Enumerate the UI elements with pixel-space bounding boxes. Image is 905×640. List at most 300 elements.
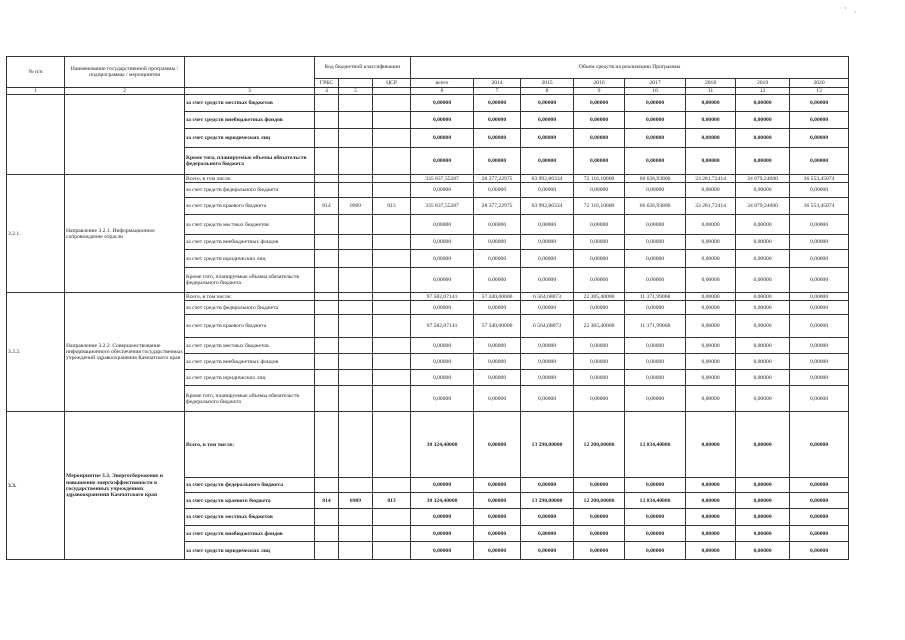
- amount-cell: 0,00000: [474, 268, 521, 293]
- amount-cell: 0,00000: [686, 478, 736, 493]
- funding-source: за счет средств внебюджетных фондов: [185, 526, 315, 542]
- funding-source: за счет средств юридических лиц: [185, 542, 315, 560]
- amount-cell: 0,00000: [574, 301, 625, 315]
- measure-name: Направление 3.2.1. Информационное сопровождение отрасли: [65, 175, 185, 293]
- table-row: [7, 175, 849, 183]
- amount-cell: 0,00000: [790, 542, 849, 560]
- amount-cell: 38 324,40000: [411, 412, 474, 478]
- amount-cell: 0,00000: [686, 112, 736, 129]
- amount-cell: 0,00000: [411, 370, 474, 386]
- csr-code: [373, 112, 411, 129]
- grbs-code: [315, 412, 339, 478]
- amount-cell: 0,00000: [574, 250, 625, 268]
- csr-code: [373, 478, 411, 493]
- amount-cell: 0,00000: [521, 370, 574, 386]
- amount-cell: 0,00000: [736, 112, 790, 129]
- amount-cell: 0,00000: [474, 95, 521, 112]
- amount-cell: 0,00000: [790, 293, 849, 301]
- amount-cell: 0,00000: [790, 112, 849, 129]
- amount-cell: 0,00000: [736, 301, 790, 315]
- amount-cell: 0,00000: [521, 235, 574, 250]
- amount-cell: 0,00000: [521, 386, 574, 412]
- table-row: [7, 95, 849, 112]
- header-col-source: [185, 57, 315, 88]
- amount-cell: 0,00000: [790, 268, 849, 293]
- amount-cell: 0,00000: [625, 354, 686, 370]
- amount-cell: 0,00000: [474, 478, 521, 493]
- grbs-code: [315, 293, 339, 301]
- amount-cell: 0,00000: [521, 509, 574, 526]
- amount-cell: 11 371,99068: [625, 293, 686, 301]
- amount-cell: 0,00000: [574, 268, 625, 293]
- amount-cell: 0,00000: [790, 148, 849, 175]
- header-year: 2020: [790, 79, 849, 88]
- header-year: 2015: [521, 79, 574, 88]
- measure-name: [65, 95, 185, 175]
- amount-cell: 0,00000: [411, 250, 474, 268]
- csr-code: [373, 148, 411, 175]
- amount-cell: 0,00000: [686, 250, 736, 268]
- grbs-code: [315, 315, 339, 338]
- funding-source: за счет средств местных бюджетов: [185, 215, 315, 235]
- column-number: [373, 88, 411, 95]
- amount-cell: 0,00000: [574, 509, 625, 526]
- amount-cell: 0,00000: [736, 493, 790, 509]
- amount-cell: 0,00000: [625, 301, 686, 315]
- column-number: 5: [339, 88, 373, 95]
- amount-cell: 0,00000: [474, 354, 521, 370]
- amount-cell: 0,00000: [736, 250, 790, 268]
- amount-cell: 0,00000: [790, 301, 849, 315]
- grbs-code: [315, 526, 339, 542]
- column-number: 2: [65, 88, 185, 95]
- amount-cell: 0,00000: [790, 493, 849, 509]
- amount-cell: 0,00000: [574, 478, 625, 493]
- amount-cell: 0,00000: [574, 354, 625, 370]
- row-number: 3.3.: [7, 412, 65, 560]
- funding-source: Всего, в том числе:: [185, 175, 315, 183]
- amount-cell: 0,00000: [474, 235, 521, 250]
- amount-cell: 0,00000: [574, 526, 625, 542]
- rz-code: [339, 235, 373, 250]
- amount-cell: 0,00000: [411, 386, 474, 412]
- grbs-code: [315, 338, 339, 354]
- amount-cell: 0,00000: [474, 301, 521, 315]
- scan-dot: ·: [854, 8, 857, 17]
- amount-cell: 0,00000: [625, 526, 686, 542]
- amount-cell: 0,00000: [686, 315, 736, 338]
- rz-code: 0909: [339, 493, 373, 509]
- amount-cell: 57 340,00000: [474, 315, 521, 338]
- amount-cell: 0,00000: [574, 112, 625, 129]
- funding-source: Кроме того, планируемые объемы обязательств федерального бюджета: [185, 148, 315, 175]
- amount-cell: 97 582,07141: [411, 293, 474, 301]
- funding-source: за счет средств внебюджетных фондов: [185, 354, 315, 370]
- amount-cell: 0,00000: [686, 542, 736, 560]
- grbs-code: [315, 95, 339, 112]
- header-year: всего: [411, 79, 474, 88]
- header-col-name: Наименование государственной программы / подпрограммы / мероприятия: [65, 57, 185, 88]
- rz-code: [339, 370, 373, 386]
- csr-code: [373, 183, 411, 198]
- header-year: 2019: [736, 79, 790, 88]
- rz-code: [339, 129, 373, 148]
- amount-cell: 36 553,45074: [790, 175, 849, 183]
- amount-cell: 22 305,40000: [574, 315, 625, 338]
- amount-cell: 0,00000: [521, 338, 574, 354]
- amount-cell: 12 834,40000: [625, 493, 686, 509]
- amount-cell: 0,00000: [790, 478, 849, 493]
- funding-source: за счет средств федерального бюджета: [185, 183, 315, 198]
- column-number: 11: [686, 88, 736, 95]
- amount-cell: 0,00000: [686, 268, 736, 293]
- csr-code: [373, 129, 411, 148]
- amount-cell: 0,00000: [790, 370, 849, 386]
- amount-cell: 0,00000: [521, 354, 574, 370]
- column-number: 3: [185, 88, 315, 95]
- amount-cell: 0,00000: [411, 478, 474, 493]
- amount-cell: 0,00000: [474, 493, 521, 509]
- grbs-code: [315, 175, 339, 183]
- amount-cell: 0,00000: [411, 542, 474, 560]
- amount-cell: 0,00000: [736, 215, 790, 235]
- amount-cell: 0,00000: [474, 542, 521, 560]
- funding-source: Всего, в том числе:: [185, 412, 315, 478]
- funding-source: за счет средств местных бюджетов: [185, 95, 315, 112]
- amount-cell: 13 290,00000: [521, 412, 574, 478]
- amount-cell: 0,00000: [521, 129, 574, 148]
- column-number: 12: [736, 88, 790, 95]
- amount-cell: 0,00000: [790, 235, 849, 250]
- amount-cell: 0,00000: [625, 386, 686, 412]
- amount-cell: 335 837,55287: [411, 198, 474, 215]
- amount-cell: 0,00000: [736, 386, 790, 412]
- amount-cell: 0,00000: [686, 293, 736, 301]
- amount-cell: 0,00000: [686, 526, 736, 542]
- funding-source: Кроме того, планируемые объемы обязательств федерального бюджета: [185, 268, 315, 293]
- amount-cell: 0,00000: [790, 183, 849, 198]
- amount-cell: 0,00000: [790, 338, 849, 354]
- amount-cell: 0,00000: [411, 509, 474, 526]
- scan-dot: ·: [844, 4, 847, 13]
- grbs-code: [315, 386, 339, 412]
- csr-code: [373, 215, 411, 235]
- column-number: 6: [411, 88, 474, 95]
- funding-source: за счет средств внебюджетных фондов: [185, 235, 315, 250]
- amount-cell: 38 324,40000: [411, 493, 474, 509]
- csr-code: [373, 526, 411, 542]
- rz-code: [339, 301, 373, 315]
- grbs-code: [315, 370, 339, 386]
- rz-code: [339, 509, 373, 526]
- grbs-code: [315, 354, 339, 370]
- amount-cell: 12 834,40000: [625, 412, 686, 478]
- header-csr: ЦСР: [373, 79, 411, 88]
- amount-cell: 22 305,40000: [574, 293, 625, 301]
- header-row: [7, 57, 849, 79]
- amount-cell: 0,00000: [411, 215, 474, 235]
- rz-code: [339, 95, 373, 112]
- csr-code: [373, 354, 411, 370]
- funding-source: за счет средств федерального бюджета: [185, 478, 315, 493]
- amount-cell: 0,00000: [625, 148, 686, 175]
- amount-cell: 12 200,00000: [574, 493, 625, 509]
- csr-code: [373, 250, 411, 268]
- row-number: [7, 95, 65, 175]
- amount-cell: 0,00000: [411, 268, 474, 293]
- rz-code: [339, 315, 373, 338]
- amount-cell: 57 340,00000: [474, 293, 521, 301]
- amount-cell: 72 116,10000: [574, 175, 625, 183]
- amount-cell: 0,00000: [790, 386, 849, 412]
- csr-code: [373, 542, 411, 560]
- amount-cell: 0,00000: [625, 509, 686, 526]
- amount-cell: 0,00000: [625, 338, 686, 354]
- amount-cell: 6 564,68073: [521, 293, 574, 301]
- amount-cell: 0,00000: [686, 338, 736, 354]
- amount-cell: 0,00000: [411, 354, 474, 370]
- amount-cell: 66 636,93800: [625, 175, 686, 183]
- row-number: 3.2.2.: [7, 293, 65, 412]
- amount-cell: 97 582,07141: [411, 315, 474, 338]
- amount-cell: 0,00000: [474, 250, 521, 268]
- amount-cell: 0,00000: [474, 526, 521, 542]
- amount-cell: 0,00000: [474, 148, 521, 175]
- grbs-code: [315, 215, 339, 235]
- amount-cell: 0,00000: [790, 315, 849, 338]
- column-number: 8: [521, 88, 574, 95]
- funding-source: за счет средств юридических лиц: [185, 370, 315, 386]
- amount-cell: 0,00000: [625, 183, 686, 198]
- amount-cell: 0,00000: [686, 301, 736, 315]
- amount-cell: 0,00000: [574, 215, 625, 235]
- amount-cell: 0,00000: [625, 370, 686, 386]
- rz-code: [339, 542, 373, 560]
- rz-code: [339, 268, 373, 293]
- header-year: 2014: [474, 79, 521, 88]
- amount-cell: 12 200,00000: [574, 412, 625, 478]
- amount-cell: 0,00000: [736, 129, 790, 148]
- amount-cell: 33 281,72414: [686, 198, 736, 215]
- amount-cell: 0,00000: [574, 235, 625, 250]
- csr-code: [373, 315, 411, 338]
- amount-cell: 66 636,93800: [625, 198, 686, 215]
- csr-code: [373, 175, 411, 183]
- column-number: 13: [790, 88, 849, 95]
- amount-cell: 0,00000: [790, 129, 849, 148]
- funding-source: Кроме того, планируемые объемы обязательств федерального бюджета: [185, 386, 315, 412]
- rz-code: [339, 526, 373, 542]
- amount-cell: 0,00000: [411, 526, 474, 542]
- grbs-code: [315, 235, 339, 250]
- amount-cell: 0,00000: [474, 370, 521, 386]
- measure-name: Направление 3.2.2. Совершенствование информационного обеспечения государственных учреждений здравоохранения Камчатского края: [65, 293, 185, 412]
- amount-cell: 34 879,24600: [736, 175, 790, 183]
- amount-cell: 72 116,10000: [574, 198, 625, 215]
- csr-code: [373, 301, 411, 315]
- amount-cell: 13 290,00000: [521, 493, 574, 509]
- amount-cell: 0,00000: [686, 215, 736, 235]
- funding-source: за счет средств краевого бюджета: [185, 315, 315, 338]
- amount-cell: 0,00000: [736, 183, 790, 198]
- amount-cell: 6 564,68073: [521, 315, 574, 338]
- amount-cell: 0,00000: [625, 478, 686, 493]
- rz-code: [339, 183, 373, 198]
- amount-cell: 0,00000: [686, 386, 736, 412]
- rz-code: [339, 386, 373, 412]
- amount-cell: 0,00000: [574, 338, 625, 354]
- amount-cell: 0,00000: [790, 250, 849, 268]
- amount-cell: 28 377,22975: [474, 175, 521, 183]
- csr-code: [373, 370, 411, 386]
- amount-cell: 0,00000: [625, 215, 686, 235]
- amount-cell: 0,00000: [736, 338, 790, 354]
- table-row: [7, 412, 849, 478]
- header-year: 2016: [574, 79, 625, 88]
- grbs-code: [315, 129, 339, 148]
- amount-cell: 0,00000: [474, 386, 521, 412]
- amount-cell: 63 992,86334: [521, 175, 574, 183]
- amount-cell: 0,00000: [474, 183, 521, 198]
- header-grbs: ГРБС: [315, 79, 339, 88]
- table-row: [7, 293, 849, 301]
- grbs-code: [315, 301, 339, 315]
- amount-cell: 0,00000: [574, 95, 625, 112]
- amount-cell: 0,00000: [474, 412, 521, 478]
- csr-code: [373, 95, 411, 112]
- amount-cell: 0,00000: [411, 129, 474, 148]
- amount-cell: 0,00000: [474, 112, 521, 129]
- amount-cell: 0,00000: [521, 215, 574, 235]
- amount-cell: 0,00000: [521, 526, 574, 542]
- amount-cell: 0,00000: [686, 493, 736, 509]
- column-number: 7: [474, 88, 521, 95]
- rz-code: 0909: [339, 198, 373, 215]
- amount-cell: 0,00000: [411, 338, 474, 354]
- amount-cell: 0,00000: [625, 250, 686, 268]
- amount-cell: 0,00000: [790, 215, 849, 235]
- amount-cell: 0,00000: [574, 370, 625, 386]
- csr-code: [373, 412, 411, 478]
- grbs-code: [315, 268, 339, 293]
- funding-source: за счет средств краевого бюджета: [185, 198, 315, 215]
- column-number: 9: [574, 88, 625, 95]
- grbs-code: [315, 509, 339, 526]
- rz-code: [339, 215, 373, 235]
- amount-cell: 36 553,45074: [790, 198, 849, 215]
- amount-cell: 0,00000: [411, 148, 474, 175]
- amount-cell: 0,00000: [736, 148, 790, 175]
- amount-cell: 0,00000: [474, 129, 521, 148]
- header-year: 2018: [686, 79, 736, 88]
- amount-cell: 0,00000: [790, 412, 849, 478]
- csr-code: [373, 509, 411, 526]
- grbs-code: [315, 148, 339, 175]
- funding-source: Всего, в том числе:: [185, 293, 315, 301]
- numbering-row: [7, 88, 849, 95]
- amount-cell: 0,00000: [736, 354, 790, 370]
- csr-code: [373, 268, 411, 293]
- amount-cell: 0,00000: [574, 542, 625, 560]
- amount-cell: 0,00000: [736, 509, 790, 526]
- funding-source: за счет средств федерального бюджета: [185, 301, 315, 315]
- amount-cell: 0,00000: [790, 526, 849, 542]
- funding-source: за счет средств местных бюджетов: [185, 338, 315, 354]
- amount-cell: 0,00000: [574, 129, 625, 148]
- csr-code: [373, 235, 411, 250]
- amount-cell: 0,00000: [521, 95, 574, 112]
- grbs-code: [315, 183, 339, 198]
- amount-cell: 0,00000: [686, 235, 736, 250]
- funding-source: за счет средств внебюджетных фондов: [185, 112, 315, 129]
- funding-source: за счет средств местных бюджетов: [185, 509, 315, 526]
- grbs-code: [315, 542, 339, 560]
- header-rz: [339, 79, 373, 88]
- amount-cell: 0,00000: [474, 509, 521, 526]
- amount-cell: 0,00000: [574, 386, 625, 412]
- amount-cell: 0,00000: [411, 95, 474, 112]
- amount-cell: 0,00000: [411, 183, 474, 198]
- amount-cell: 0,00000: [736, 526, 790, 542]
- amount-cell: 0,00000: [686, 129, 736, 148]
- amount-cell: 0,00000: [736, 293, 790, 301]
- amount-cell: 0,00000: [474, 215, 521, 235]
- csr-code: 013: [373, 493, 411, 509]
- rz-code: [339, 293, 373, 301]
- amount-cell: 63 992,86334: [521, 198, 574, 215]
- amount-cell: 0,00000: [521, 301, 574, 315]
- amount-cell: 11 371,99068: [625, 315, 686, 338]
- amount-cell: 0,00000: [686, 354, 736, 370]
- amount-cell: 0,00000: [521, 478, 574, 493]
- column-number: 4: [315, 88, 339, 95]
- amount-cell: 0,00000: [625, 129, 686, 148]
- grbs-code: [315, 478, 339, 493]
- csr-code: [373, 386, 411, 412]
- rz-code: [339, 354, 373, 370]
- row-number: 3.2.1.: [7, 175, 65, 293]
- grbs-code: [315, 250, 339, 268]
- amount-cell: 0,00000: [686, 370, 736, 386]
- funding-source: за счет средств юридических лиц: [185, 129, 315, 148]
- amount-cell: 0,00000: [790, 509, 849, 526]
- amount-cell: 0,00000: [736, 478, 790, 493]
- rz-code: [339, 175, 373, 183]
- amount-cell: 34 879,24600: [736, 198, 790, 215]
- amount-cell: 0,00000: [686, 95, 736, 112]
- column-number: 10: [625, 88, 686, 95]
- csr-code: 013: [373, 198, 411, 215]
- amount-cell: 0,00000: [736, 315, 790, 338]
- amount-cell: 0,00000: [736, 95, 790, 112]
- amount-cell: 0,00000: [625, 235, 686, 250]
- program-funding-table: [6, 56, 849, 560]
- csr-code: [373, 338, 411, 354]
- rz-code: [339, 112, 373, 129]
- header-col-code: Код бюджетной классификации: [315, 57, 411, 79]
- amount-cell: 0,00000: [625, 268, 686, 293]
- amount-cell: 28 377,22975: [474, 198, 521, 215]
- amount-cell: 0,00000: [574, 148, 625, 175]
- rz-code: [339, 250, 373, 268]
- amount-cell: 0,00000: [521, 250, 574, 268]
- amount-cell: 0,00000: [625, 542, 686, 560]
- amount-cell: 0,00000: [686, 183, 736, 198]
- amount-cell: 0,00000: [474, 338, 521, 354]
- amount-cell: 0,00000: [521, 542, 574, 560]
- funding-source: за счет средств краевого бюджета: [185, 493, 315, 509]
- amount-cell: 0,00000: [411, 112, 474, 129]
